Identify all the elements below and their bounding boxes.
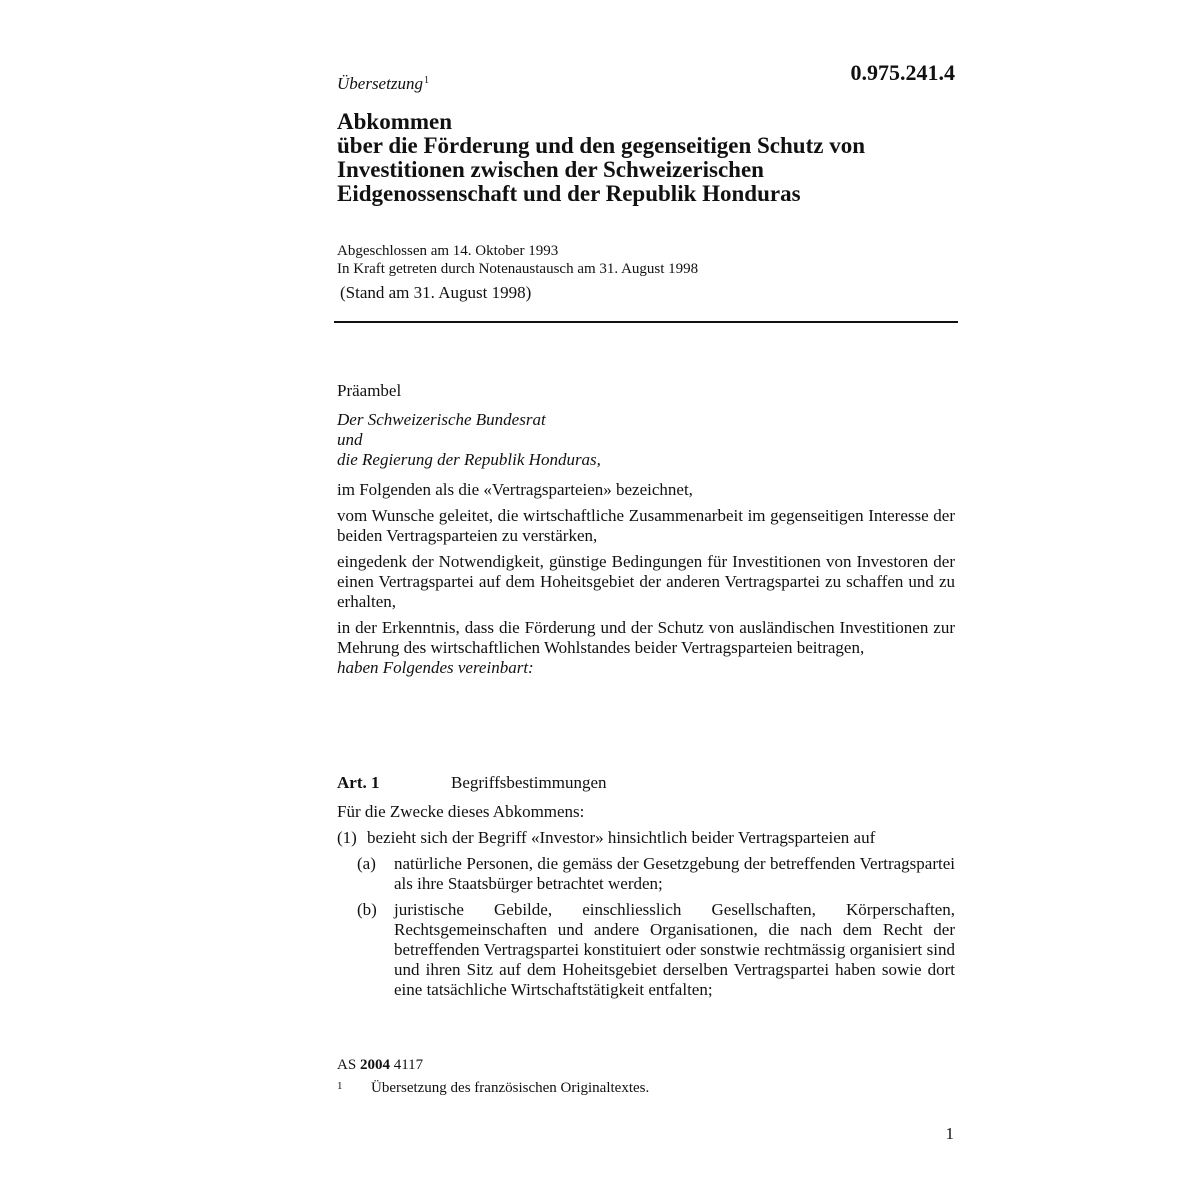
- title-line: Abkommen: [337, 109, 453, 134]
- document-title: [337, 110, 957, 206]
- official-collection-reference: [337, 1057, 423, 1074]
- translation-label-text: Übersetzung: [337, 74, 423, 93]
- party-line: die Regierung der Republik Honduras,: [337, 450, 601, 469]
- treaty-dates: [337, 242, 698, 278]
- preamble-heading: Präambel: [337, 381, 402, 400]
- party-line: und: [337, 430, 363, 449]
- preamble-paragraph: vom Wunsche geleitet, die wirtschaftliche Zusammenarbeit im gegenseitigen Interesse der beiden Vertragsparteien zu verstärken,: [337, 506, 955, 545]
- preamble-paragraph: im Folgenden als die «Vertragsparteien» bezeichnet,: [337, 480, 693, 499]
- preamble-paragraph: in der Erkenntnis, dass die Förderung und der Schutz von ausländischen Investitionen zur Mehrung des wirtschaftlichen Wohlstandes beider Vertragsparteien beitragen,: [337, 618, 955, 657]
- sub-item: [357, 900, 955, 1000]
- as-page: 4117: [393, 1057, 424, 1073]
- article-intro: Für die Zwecke dieses Abkommens:: [337, 802, 585, 821]
- party-line: Der Schweizerische Bundesrat: [337, 410, 546, 429]
- preamble-closing: haben Folgendes vereinbart:: [337, 658, 534, 677]
- footnote-reference[interactable]: 1: [423, 75, 429, 86]
- footnote-mark: 1: [337, 1080, 343, 1092]
- sub-item-label: (b): [357, 900, 377, 919]
- in-force-date: In Kraft getreten durch Notenaustausch am 31. August 1998: [337, 261, 699, 277]
- footnote-text: Übersetzung des französischen Originaltextes.: [371, 1080, 650, 1096]
- sub-item-text: natürliche Personen, die gemäss der Gesetzgebung der betreffenden Vertragspartei als ihre Staatsbürger betrachtet werden;: [394, 854, 955, 893]
- as-year: 2004: [359, 1057, 390, 1073]
- title-line: über die Förderung und den gegenseitigen Schutz von: [337, 133, 865, 158]
- translation-label: [337, 74, 429, 94]
- concluded-date: Abgeschlossen am 14. Oktober 1993: [337, 243, 559, 259]
- preamble-paragraph: eingedenk der Notwendigkeit, günstige Bedingungen für Investitionen von Investoren der einen Vertragspartei auf dem Hoheitsgebiet der anderen Vertragspartei zu schaffen und zu erhalten,: [337, 552, 955, 611]
- item-label: (1): [337, 828, 357, 847]
- page-number: 1: [945, 1124, 954, 1143]
- sub-item-text: juristische Gebilde, einschliesslich Gesellschaften, Körperschaften, Rechtsgemeinschaften und andere Organisationen, die nach dem Recht der betreffenden Vertragspartei konstituiert oder sonstwie rechtmässig organisiert sind und ihren Sitz auf dem Hoheitsgebiet derselben Vertragspartei haben sowie dort eine tatsächliche Wirtschaftstätigkeit entfalten;: [394, 900, 955, 999]
- preamble-paragraphs: [337, 480, 955, 678]
- sub-item: [357, 854, 955, 894]
- footnote: [337, 1080, 649, 1097]
- sr-number: 0.975.241.4: [850, 60, 955, 85]
- article-title: Begriffsbestimmungen: [451, 773, 607, 792]
- as-prefix: AS: [337, 1057, 357, 1073]
- header-divider: [334, 321, 958, 323]
- preamble-parties: [337, 410, 601, 470]
- article-number: Art. 1: [337, 773, 380, 792]
- item-text: bezieht sich der Begriff «Investor» hinsichtlich beider Vertragsparteien auf: [367, 828, 876, 847]
- numbered-item: [337, 828, 955, 848]
- article-1-heading: [337, 773, 607, 793]
- title-line: Investitionen zwischen der Schweizerischen: [337, 157, 764, 182]
- article-1-body: [337, 802, 955, 1006]
- sub-item-label: (a): [357, 854, 376, 873]
- title-line: Eidgenossenschaft und der Republik Honduras: [337, 181, 801, 206]
- status-date: (Stand am 31. August 1998): [340, 283, 532, 302]
